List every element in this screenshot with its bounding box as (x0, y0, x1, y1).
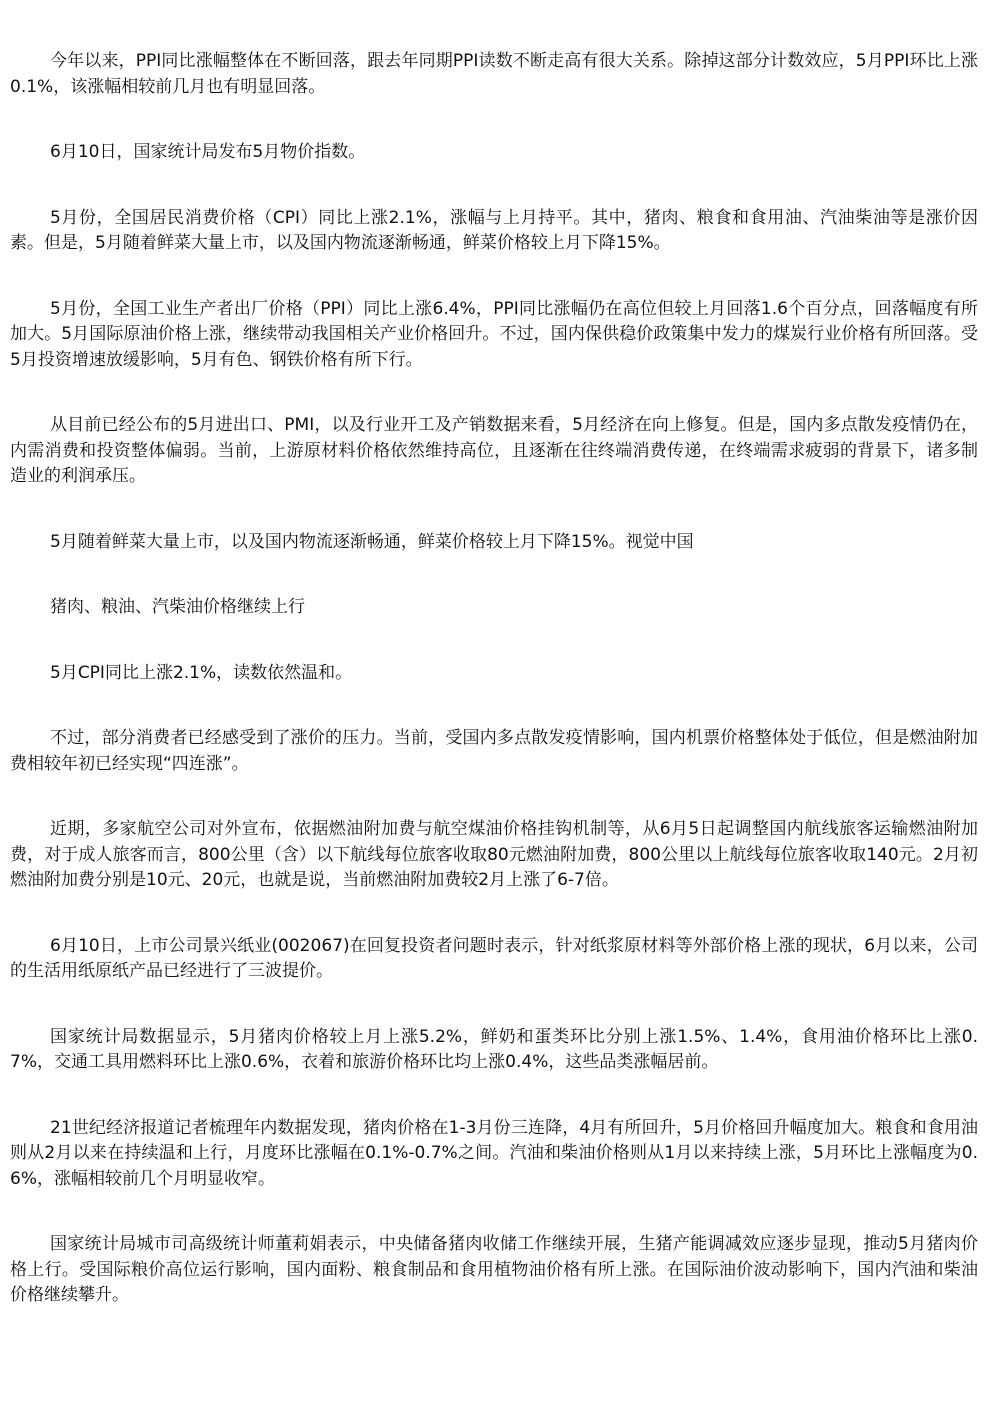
paragraph-8: 5月CPI同比上涨2.1%，读数依然温和。 (50, 662, 353, 683)
paragraph-3: 5月份，全国居民消费价格（CPI）同比上涨2.1%，涨幅与上月持平。其中，猪肉、粮食和食用油、汽油柴油等是涨价因素。但是，5月随着鲜菜大量上市，以及国内物流逐渐畅通，鲜菜价格较上月下降15%。 (10, 207, 978, 253)
section-heading: 猪肉、粮油、汽柴油价格继续上行 (50, 597, 305, 617)
paragraph-1: 今年以来，PPI同比涨幅整体在不断回落，跟去年同期PPI读数不断走高有很大关系。除掉这部分计数效应，5月PPI环比上涨0.1%，该涨幅相较前几月也有明显回落。 (10, 51, 978, 97)
paragraph-5: 从目前已经公布的5月进出口、PMI，以及行业开工及产销数据来看，5月经济在向上修复。但是，国内多点散发疫情仍在，内需消费和投资整体偏弱。当前，上游原材料价格依然维持高位，且逐渐在往终端消费传递，在终端需求疲弱的背景下，诸多制造业的利润承压。 (10, 415, 978, 486)
document-body (10, 49, 978, 1349)
paragraph-13: 21世纪经济报道记者梳理年内数据发现，猪肉价格在1-3月份三连降，4月有所回升，5月价格回升幅度加大。粮食和食用油则从2月以来在持续温和上行，月度环比涨幅在0.1%-0.7%之间。汽油和柴油价格则从1月以来持续上涨，5月环比上涨幅度为0.6%，涨幅相较前几个月明显收窄。 (10, 1117, 978, 1189)
paragraph-9: 不过，部分消费者已经感受到了涨价的压力。当前，受国内多点散发疫情影响，国内机票价格整体处于低位，但是燃油附加费相较年初已经实现“四连涨”。 (10, 728, 978, 774)
paragraph-14: 国家统计局城市司高级统计师董莉娟表示，中央储备猪肉收储工作继续开展，生猪产能调减效应逐步显现，推动5月猪肉价格上行。受国际粮价高位运行影响，国内面粉、粮食制品和食用植物油价格有所上涨。在国际油价波动影响下，国内汽油和柴油价格继续攀升。 (10, 1234, 978, 1305)
paragraph-10: 近期，多家航空公司对外宣布，依据燃油附加费与航空煤油价格挂钩机制等，从6月5日起调整国内航线旅客运输燃油附加费，对于成人旅客而言，800公里（含）以下航线每位旅客收取80元燃油附加费，800公里以上航线每位旅客收取140元。2月初燃油附加费分别是10元、20元，也就是说，当前燃油附加费较2月上涨了6-7倍。 (10, 819, 978, 890)
paragraph-11: 6月10日，上市公司景兴纸业(002067)在回复投资者问题时表示，针对纸浆原材料等外部价格上涨的现状，6月以来，公司的生活用纸原纸产品已经进行了三波提价。 (10, 935, 978, 981)
paragraph-2: 6月10日，国家统计局发布5月物价指数。 (50, 142, 366, 162)
paragraph-6: 5月随着鲜菜大量上市，以及国内物流逐渐畅通，鲜菜价格较上月下降15%。视觉中国 (50, 531, 694, 552)
paragraph-12: 国家统计局数据显示，5月猪肉价格较上月上涨5.2%，鲜奶和蛋类环比分别上涨1.5%、1.4%，食用油价格环比上涨0.7%，交通工具用燃料环比上涨0.6%，衣着和旅游价格环比均上涨0.4%，这些品类涨幅居前。 (10, 1026, 978, 1072)
paragraph-4: 5月份，全国工业生产者出厂价格（PPI）同比上涨6.4%，PPI同比涨幅仍在高位但较上月回落1.6个百分点，回落幅度有所加大。5月国际原油价格上涨，继续带动我国相关产业价格回升。不过，国内保供稳价政策集中发力的煤炭行业价格有所回落。受5月投资增速放缓影响，5月有色、钢铁价格有所下行。 (10, 298, 978, 370)
